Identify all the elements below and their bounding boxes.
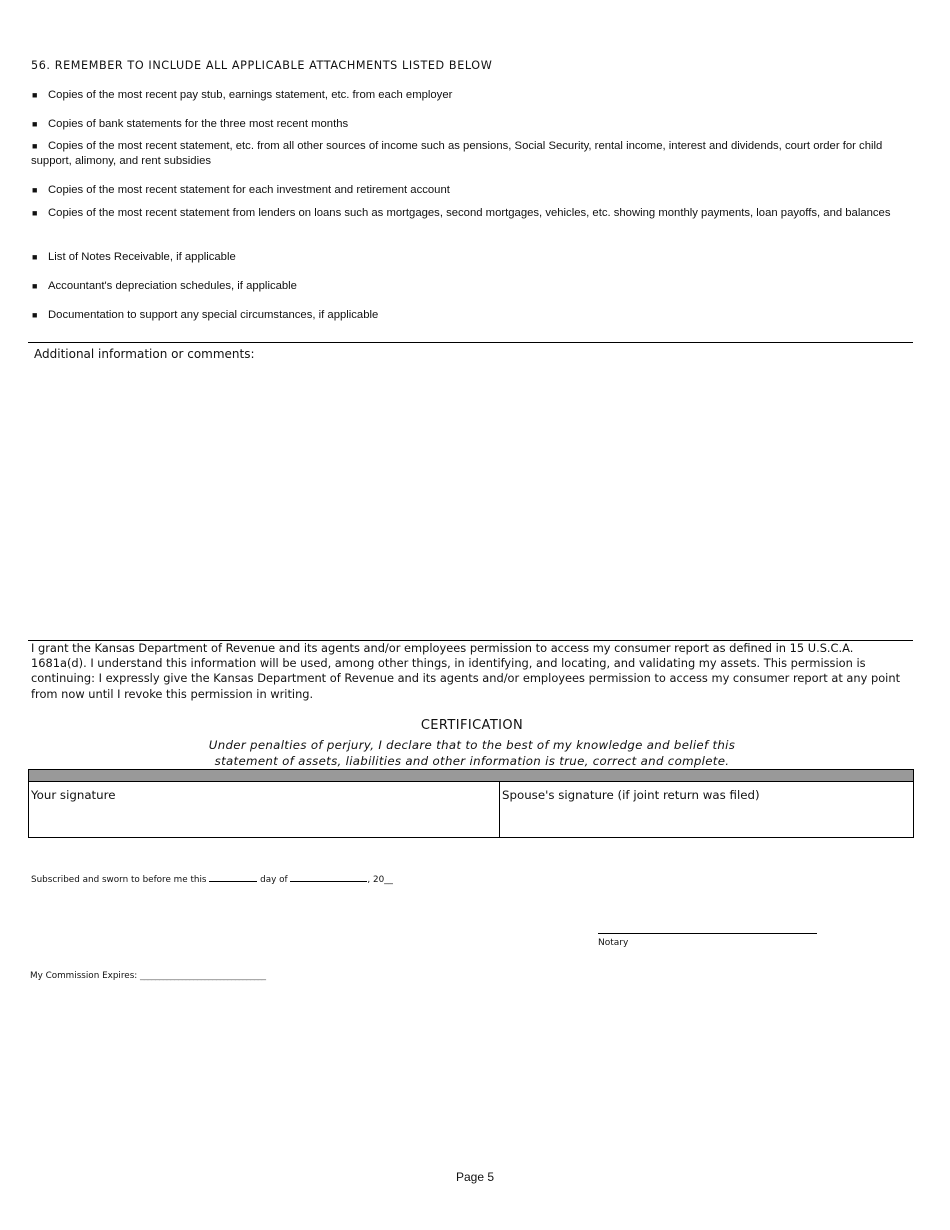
- attachment-item-depreciation: [31, 279, 901, 294]
- attachment-item-investment: [31, 183, 901, 198]
- signature-table: [28, 769, 914, 838]
- attachment-item-label: Copies of the most recent statement for each investment and retirement account: [48, 184, 450, 196]
- comments-label: Additional information or comments:: [34, 347, 255, 361]
- attachment-item-special-circumstances: [31, 308, 901, 323]
- divider: [28, 342, 913, 343]
- notary-label: Notary: [598, 938, 629, 948]
- commission-expires-field[interactable]: _________________________________: [140, 971, 266, 981]
- attachment-item-other-income: [31, 139, 901, 169]
- bullet-icon: ■: [32, 141, 38, 151]
- sworn-day-of: day of: [260, 875, 288, 885]
- bullet-icon: ■: [32, 119, 38, 129]
- certification-line-2: statement of assets, liabilities and other information is true, correct and complete.: [214, 754, 730, 768]
- certification-statement: [0, 737, 944, 769]
- bullet-icon: ■: [32, 208, 38, 218]
- sworn-day-field[interactable]: [209, 872, 257, 882]
- bullet-icon: ■: [32, 185, 38, 195]
- attachment-item-label: Copies of the most recent pay stub, earnings statement, etc. from each employer: [48, 89, 453, 101]
- consumer-report-permission: I grant the Kansas Department of Revenue and its agents and/or employees permission to access my consumer report as defined in 15 U.S.C.A. 1681a(d). I understand this information will be used, among other things, in identifying, and locating, and validating my assets. This permission is continuing: I expressly give the Kansas Department of Revenue and its agents and/or employees permission to access my consumer report at any point from now until I revoke this permission in writing.: [31, 641, 901, 701]
- bullet-icon: ■: [32, 252, 38, 262]
- bullet-icon: ■: [32, 90, 38, 100]
- sworn-statement: [31, 872, 393, 885]
- page-number: Page 5: [455, 1170, 495, 1184]
- certification-line-1: Under penalties of perjury, I declare that to the best of my knowledge and belief this: [208, 738, 736, 752]
- attachment-item-label: Copies of bank statements for the three most recent months: [48, 118, 349, 130]
- attachment-item-bank-statements: [31, 117, 901, 132]
- attachment-item-label: Documentation to support any special circumstances, if applicable: [48, 309, 379, 321]
- bullet-icon: ■: [32, 310, 38, 320]
- attachment-item-label: Copies of the most recent statement, etc. from all other sources of income such as pensions, Social Security, rental income, interest and dividends, court order for child support, alimony, and rent subsidies: [31, 140, 883, 167]
- attachment-item-loans: [31, 206, 901, 221]
- sworn-year: , 20__: [367, 875, 393, 885]
- comments-field[interactable]: [30, 366, 910, 636]
- commission-label: My Commission Expires:: [30, 971, 138, 981]
- attachment-item-notes-receivable: [31, 250, 901, 265]
- spouse-signature-label: Spouse's signature (if joint return was filed): [502, 788, 760, 802]
- commission-expires: [30, 971, 265, 981]
- bullet-icon: ■: [32, 281, 38, 291]
- section-56-heading: 56. REMEMBER TO INCLUDE ALL APPLICABLE ATTACHMENTS LISTED BELOW: [31, 59, 493, 72]
- attachment-item-label: Accountant's depreciation schedules, if applicable: [48, 280, 297, 292]
- attachment-item-label: List of Notes Receivable, if applicable: [48, 251, 236, 263]
- your-signature-field[interactable]: [29, 782, 500, 837]
- notary-signature-field[interactable]: [598, 933, 817, 934]
- spouse-signature-field[interactable]: [500, 782, 913, 837]
- attachment-item-pay-stub: [31, 88, 901, 103]
- your-signature-label: Your signature: [31, 788, 116, 802]
- signature-header-bar: [29, 770, 913, 782]
- sworn-prefix: Subscribed and sworn to before me this: [31, 875, 207, 885]
- sworn-month-field[interactable]: [290, 872, 367, 882]
- certification-title: CERTIFICATION: [420, 718, 524, 733]
- attachment-item-label: Copies of the most recent statement from lenders on loans such as mortgages, second mortgages, vehicles, etc. showing monthly payments, loan payoffs, and balances: [48, 207, 891, 219]
